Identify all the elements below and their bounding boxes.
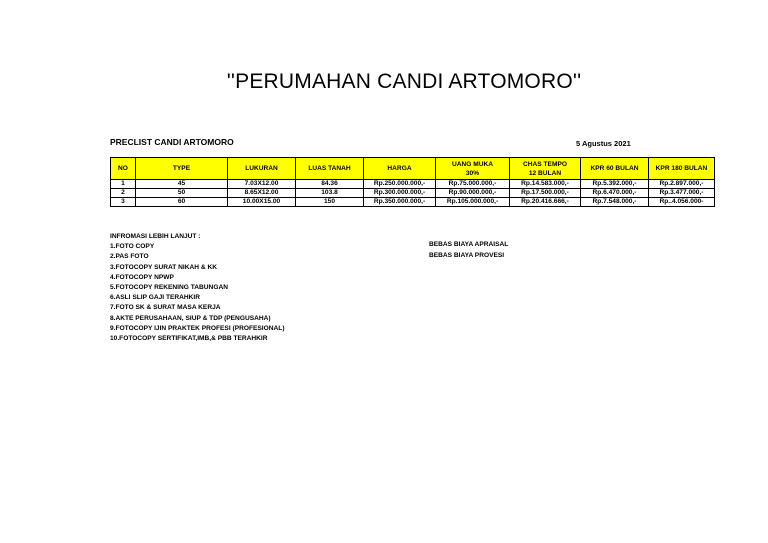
list-item: 4.FOTOCOPY NPWP (110, 273, 174, 281)
document-subtitle: PRECLIST CANDI ARTOMORO (110, 137, 234, 147)
cell-no: 1 (111, 180, 136, 189)
document-date: 5 Agustus 2021 (576, 139, 631, 148)
table-header-row (111, 158, 715, 180)
cell-harga: Rp.250.000.000,- (364, 180, 436, 189)
table-row (111, 198, 715, 207)
requirements-list (110, 232, 285, 344)
cell-luas-tanah: 150 (296, 198, 364, 207)
table-row (111, 189, 715, 198)
cell-kpr-60: Rp.7.548.000,- (581, 198, 649, 207)
header-kpr-60: KPR 60 BULAN (581, 158, 649, 180)
cell-lukuran: 10.00X15.00 (228, 198, 296, 207)
cell-lukuran: 8.65X12.00 (228, 189, 296, 198)
list-item: 8.AKTE PERUSAHAAN, SIUP & TDP (PENGUSAHA) (110, 314, 271, 322)
cell-luas-tanah: 84.36 (296, 180, 364, 189)
fee-waiver-item: BEBAS BIAYA PROVESI (429, 251, 505, 259)
list-item: 3.FOTOCOPY SURAT NIKAH & KK (110, 263, 217, 271)
fee-waivers (429, 240, 508, 261)
cell-harga: Rp.300.000.000,- (364, 189, 436, 198)
cell-type: 50 (136, 189, 228, 198)
price-table (110, 157, 715, 207)
cell-chas-tempo: Rp.14.583.000,- (510, 180, 581, 189)
fee-waiver-item: BEBAS BIAYA APRAISAL (429, 241, 509, 248)
list-item: 7.FOTO SK & SURAT MASA KERJA (110, 304, 221, 312)
cell-lukuran: 7.03X12.00 (228, 180, 296, 189)
cell-type: 45 (136, 180, 228, 189)
header-kpr-180: KPR 180 BULAN (649, 158, 715, 180)
cell-chas-tempo: Rp.17.500.000,- (510, 189, 581, 198)
list-item: 6.ASLI SLIP GAJI TERAHKIR (110, 294, 201, 302)
list-item: 9.FOTOCOPY IJIN PRAKTEK PROFESI (PROFESIONAL) (110, 324, 285, 332)
cell-uang-muka: Rp.90.000.000,- (436, 189, 510, 198)
list-item: 5.FOTOCOPY REKENING TABUNGAN (110, 284, 228, 292)
cell-type: 60 (136, 198, 228, 207)
requirements-heading: INFROMASI LEBIH LANJUT : (110, 233, 201, 240)
table-row (111, 180, 715, 189)
header-lukuran: LUKURAN (228, 158, 296, 180)
cell-kpr-180: Rp..4.056.000- (649, 198, 715, 207)
header-harga: HARGA (364, 158, 436, 180)
cell-kpr-180: Rp.2.897.000,- (649, 180, 715, 189)
list-item: 2.PAS FOTO (110, 253, 149, 261)
page-title: ''PERUMAHAN CANDI ARTOMORO'' (226, 70, 582, 93)
header-uang-muka: UANG MUKA 30% (436, 158, 510, 180)
cell-no: 3 (111, 198, 136, 207)
header-type: TYPE (136, 158, 228, 180)
header-chas-tempo: CHAS TEMPO 12 BULAN (510, 158, 581, 180)
cell-kpr-60: Rp.5.392.000,- (581, 180, 649, 189)
cell-uang-muka: Rp.105.000.000,- (436, 198, 510, 207)
cell-harga: Rp.350.000.000,- (364, 198, 436, 207)
header-luas-tanah: LUAS TANAH (296, 158, 364, 180)
cell-uang-muka: Rp.75.000.000,- (436, 180, 510, 189)
cell-kpr-60: Rp.6.470.000,- (581, 189, 649, 198)
cell-luas-tanah: 103.8 (296, 189, 364, 198)
list-item: 1.FOTO COPY (110, 243, 155, 251)
cell-kpr-180: Rp.3.477.000,- (649, 189, 715, 198)
cell-no: 2 (111, 189, 136, 198)
cell-chas-tempo: Rp.20.416.666,- (510, 198, 581, 207)
list-item: 10.FOTOCOPY SERTIFIKAT,IMB,& PBB TERAHKIR (110, 335, 268, 343)
header-no: NO (111, 158, 136, 180)
